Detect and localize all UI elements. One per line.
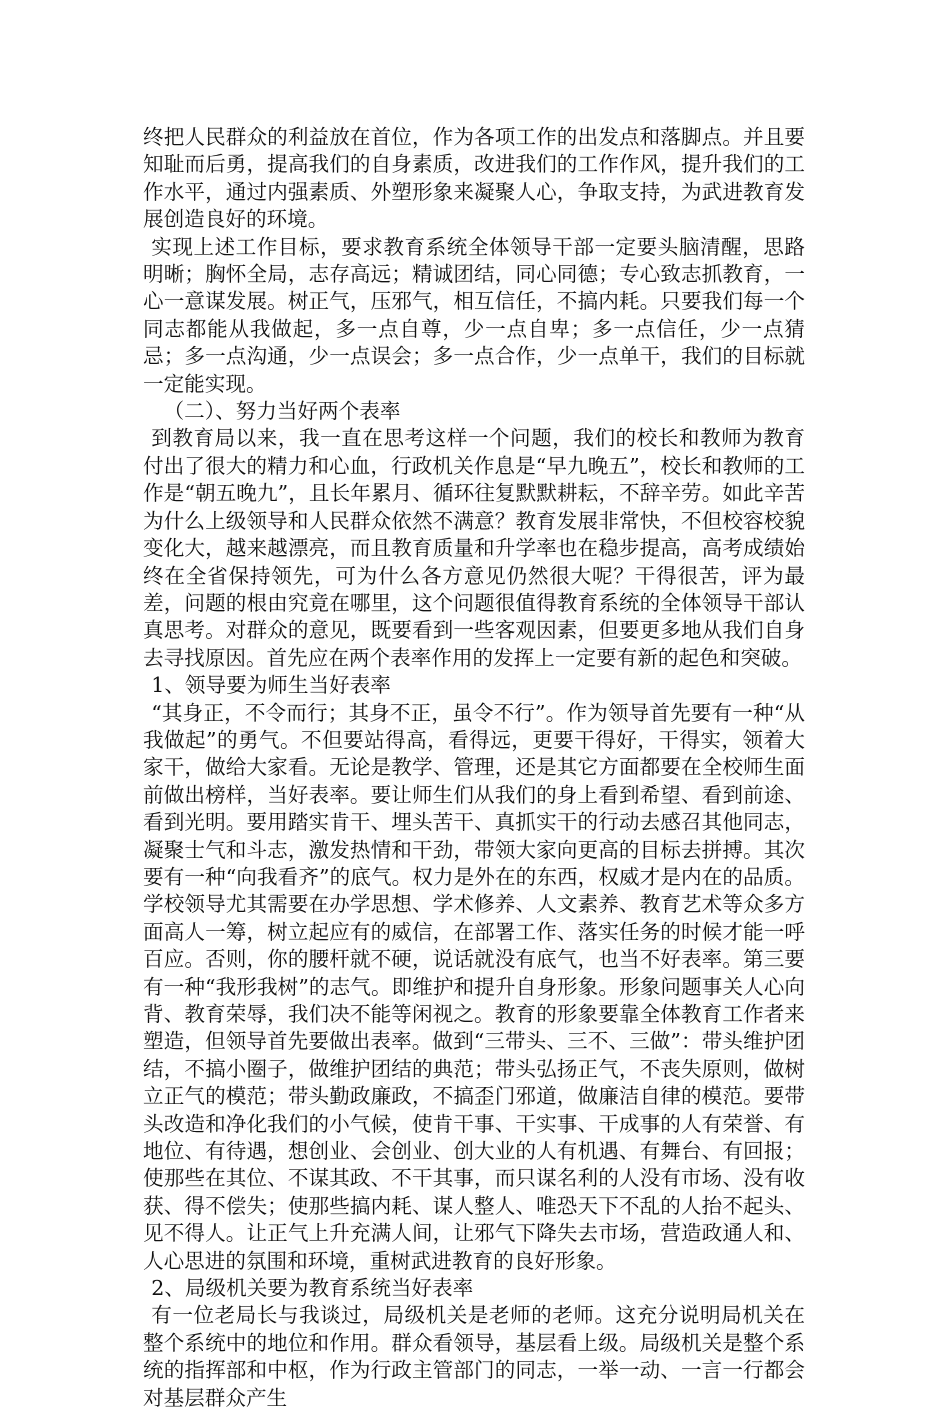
- paragraph-5: 有一位老局长与我谈过，局级机关是老师的老师。这充分说明局机关在整个系统中的地位和作用。群众看领导，基层看上级。局级机关是整个系统的指挥部和中枢，作为行政主管部门的同志，一举一动、一言一行都会对基层群众产生: [143, 1303, 805, 1410]
- paragraph-3: 到教育局以来，我一直在思考这样一个问题，我们的校长和教师为教育付出了很大的精力和心血，行政机关作息是“早九晚五”，校长和教师的工作是“朝五晚九”，且长年累月、循环往复默默耕耘，不辞辛劳。如此辛苦为什么上级领导和人民群众依然不满意？教育发展非常快，不但校容校貌变化大，越来越漂亮，而且教育质量和升学率也在稳步提高，高考成绩始终在全省保持领先，可为什么各方意见仍然很大呢？干得很苦，评为最差，问题的根由究竟在哪里，这个问题很值得教育系统的全体领导干部认真思考。对群众的意见，既要看到一些客观因素，但要更多地从我们自身去寻找原因。首先应在两个表率作用的发挥上一定要有新的起色和突破。: [143, 426, 805, 670]
- section-heading-2: （二）、努力当好两个表率: [163, 399, 401, 424]
- paragraph-1: 终把人民群众的利益放在首位，作为各项工作的出发点和落脚点。并且要知耻而后勇，提高我们的自身素质，改进我们的工作作风，提升我们的工作水平，通过内强素质、外塑形象来凝聚人心，争取支持，为武进教育发展创造良好的环境。: [143, 125, 805, 232]
- subheading-2: 2、局级机关要为教育系统当好表率: [151, 1276, 474, 1301]
- subheading-1: 1、领导要为师生当好表率: [151, 673, 391, 698]
- document-page: [143, 124, 805, 1412]
- paragraph-2: 实现上述工作目标，要求教育系统全体领导干部一定要头脑清醒，思路明晰；胸怀全局，志存高远；精诚团结，同心同德；专心致志抓教育，一心一意谋发展。树正气，压邪气，相互信任，不搞内耗。只要我们每一个同志都能从我做起，多一点自尊，少一点自卑；多一点信任，少一点猜忌；多一点沟通，少一点误会；多一点合作，少一点单干，我们的目标就一定能实现。: [143, 234, 805, 396]
- paragraph-4: “其身正，不令而行；其身不正，虽令不行”。作为领导首先要有一种“从我做起”的勇气。不但要站得高，看得远，更要干得好，干得实，领着大家干，做给大家看。无论是教学、管理，还是其它方面都要在全校师生面前做出榜样，当好表率。要让师生们从我们的身上看到希望、看到前途、看到光明。要用踏实肯干、埋头苦干、真抓实干的行动去感召其他同志，凝聚士气和斗志，激发热情和干劲，带领大家向更高的目标去拼搏。其次要有一种“向我看齐”的底气。权力是外在的东西，权威才是内在的品质。学校领导尤其需要在办学思想、学术修养、人文素养、教育艺术等众多方面高人一筹，树立起应有的威信，在部署工作、落实任务的时候才能一呼百应。否则，你的腰杆就不硬，说话就没有底气，也当不好表率。第三要有一种“我形我树”的志气。即维护和提升自身形象。形象问题事关人心向背、教育荣辱，我们决不能等闲视之。教育的形象要靠全体教育工作者来塑造，但领导首先要做出表率。做到“三带头、三不、三做”：带头维护团结，不搞小圈子，做维护团结的典范；带头弘扬正气，不丧失原则，做树立正气的模范；带头勤政廉政，不搞歪门邪道，做廉洁自律的模范。要带头改造和净化我们的小气候，使肯干事、干实事、干成事的人有荣誉、有地位、有待遇，想创业、会创业、创大业的人有机遇、有舞台、有回报；使那些在其位、不谋其政、不干其事，而只谋名利的人没有市场、没有收获、得不偿失；使那些搞内耗、谋人整人、唯恐天下不乱的人抬不起头、见不得人。让正气上升充满人间，让邪气下降失去市场，营造政通人和、人心思进的氛围和环境，重树武进教育的良好形象。: [143, 700, 805, 1273]
